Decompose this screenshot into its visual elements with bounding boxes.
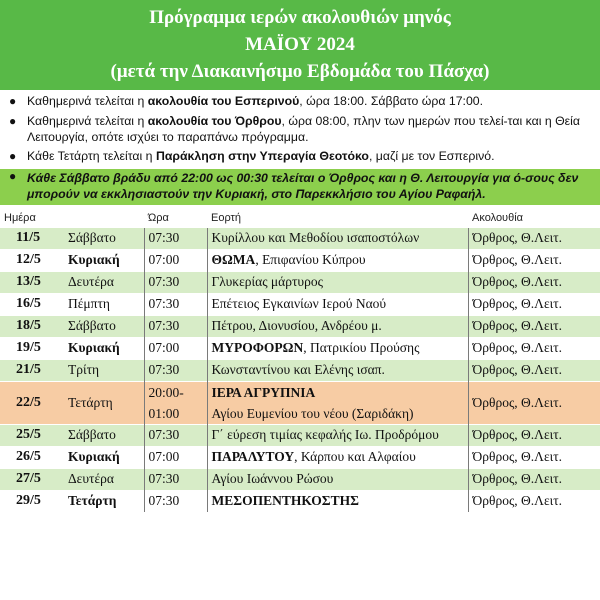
- table-row: 19/5 Κυριακή 07:00 ΜΥΡΟΦΟΡΩΝ, Πατρικίου Προύσης Όρθρος, Θ.Λειτ.: [0, 337, 600, 359]
- table-row: 16/5 Πέμπτη 07:30 Επέτειος Εγκαινίων Ιερού Ναού Όρθρος, Θ.Λειτ.: [0, 293, 600, 315]
- note-orthros: ● Καθημερινά τελείται η ακολουθία του Όρθρου, ώρα 08:00, πλην των ημερών που τελεί-ται και η Θεία Λειτουργία, οπότε ισχύει το παραπάνω πρόγραμμα.: [9, 113, 580, 144]
- page-header: [0, 0, 600, 90]
- table-row: 11/5 Σάββατο 07:30 Κυρίλλου και Μεθοδίου ισαποστόλων Όρθρος, Θ.Λειτ.: [0, 227, 600, 249]
- table-row: 29/5 Τετάρτη 07:30 ΜΕΣΟΠΕΝΤΗΚΟΣΤΗΣ Όρθρος, Θ.Λειτ.: [0, 490, 600, 512]
- note-highlight: ακολουθία του Όρθρου: [147, 113, 282, 128]
- table-row: 12/5 Κυριακή 07:00 ΘΩΜΑ, Επιφανίου Κύπρου Όρθρος, Θ.Λειτ.: [0, 249, 600, 271]
- note-saturday-night: ● Κάθε Σάββατο βράδυ από 22:00 ως 00:30 τελείται ο Όρθρος και η Θ. Λειτουργία για ό-σους δεν μπορούν να εκκλησιαστούν την Κυριακή, στο Παρεκκλήσιο του Αγίου Ραφαήλ.: [0, 169, 600, 205]
- header-date: Ημέρα: [4, 211, 36, 224]
- note-vespers: ● Καθημερινά τελείται η ακολουθία του Εσπερινού, ώρα 18:00. Σάββατο ώρα 17:00.: [9, 94, 484, 108]
- header-title: Πρόγραμμα ιερών ακολουθιών μηνός: [149, 7, 451, 28]
- header-service: Ακολουθία: [472, 211, 523, 224]
- table-header-row: [0, 209, 600, 228]
- note-highlight: Παράκληση στην Υπεραγία Θεοτόκο: [155, 149, 369, 164]
- table-row: 27/5 Δευτέρα 07:30 Αγίου Ιωάννου Ρώσου Όρθρος, Θ.Λειτ.: [0, 468, 600, 490]
- table-row-vigil: 22/5 Τετάρτη 20:00- 01:00 ΙΕΡΑ ΑΓΡΥΠΝΙΑ Αγίου Ευμενίου του νέου (Σαριδάκη) Όρθρος, Θ.Λειτ.: [0, 381, 600, 424]
- table-row: 21/5 Τρίτη 07:30 Κωνσταντίνου και Ελένης ισαπ. Όρθρος, Θ.Λειτ.: [0, 359, 600, 381]
- table-row: 26/5 Κυριακή 07:00 ΠΑΡΑΛΥΤΟΥ, Κάρπου και Αλφαίου Όρθρος, Θ.Λειτ.: [0, 446, 600, 468]
- table-row: 18/5 Σάββατο 07:30 Πέτρου, Διονυσίου, Ανδρέου μ. Όρθρος, Θ.Λειτ.: [0, 315, 600, 337]
- note-paraklisi: ● Κάθε Τετάρτη τελείται η Παράκληση στην Υπεραγία Θεοτόκο, μαζί με τον Εσπερινό.: [9, 149, 495, 164]
- note-highlight: ακολουθία του Εσπερινού: [147, 94, 300, 108]
- table-row: 25/5 Σάββατο 07:30 Γ΄ εύρεση τιμίας κεφαλής Ιω. Προδρόμου Όρθρος, Θ.Λειτ.: [0, 424, 600, 446]
- bullet-icon: ●: [9, 169, 17, 184]
- table-row: 13/5 Δευτέρα 07:30 Γλυκερίας μάρτυρος Όρθρος, Θ.Λειτ.: [0, 271, 600, 293]
- bullet-icon: ●: [9, 94, 17, 108]
- bullet-icon: ●: [9, 149, 17, 164]
- bullet-icon: ●: [9, 113, 17, 128]
- header-time: Ώρα: [148, 211, 169, 224]
- header-feast: Εορτή: [211, 211, 242, 224]
- header-month: ΜΑΪΟΥ 2024: [245, 34, 355, 55]
- schedule-table: [0, 209, 600, 512]
- notes-list: [0, 90, 600, 205]
- header-subtitle: (μετά την Διακαινήσιμο Εβδομάδα του Πάσχα): [110, 61, 490, 82]
